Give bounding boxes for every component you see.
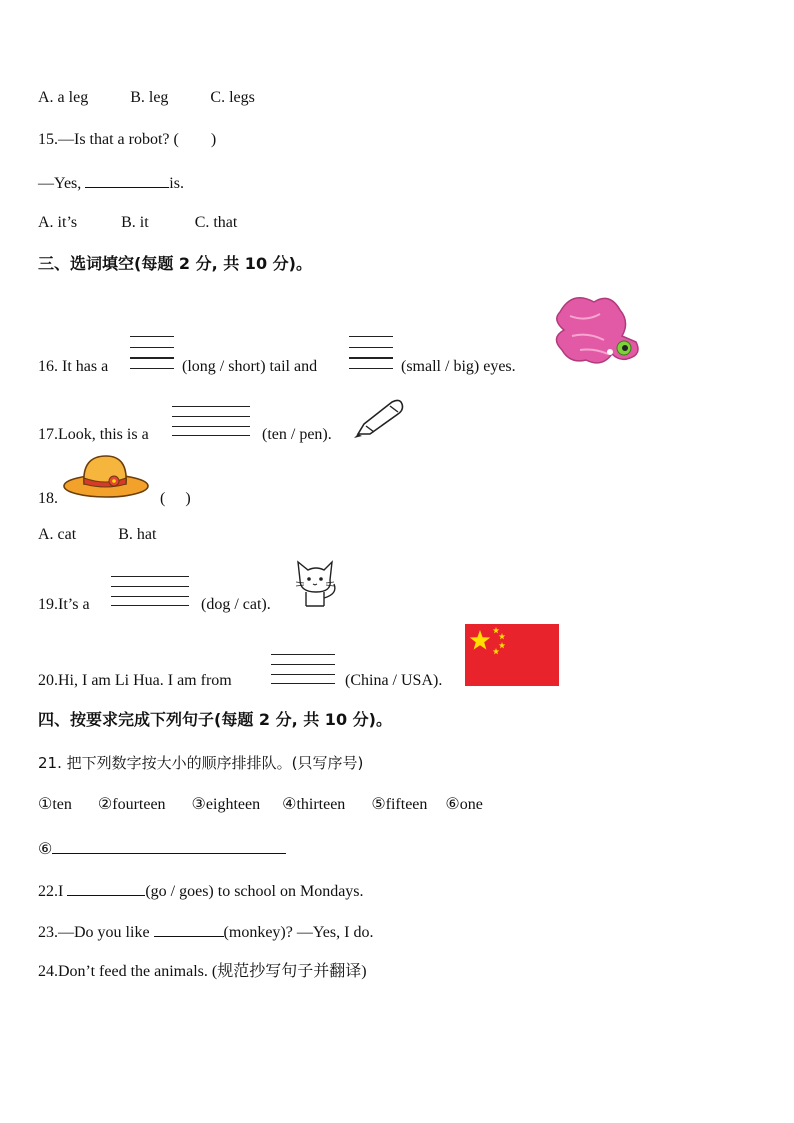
q20-blank[interactable] xyxy=(271,654,335,684)
q16-mid: (long / short) tail and xyxy=(182,358,318,375)
q16-blank-1[interactable] xyxy=(130,336,174,370)
q19-pre: 19.It’s a xyxy=(38,596,90,613)
q15-options xyxy=(38,213,237,233)
q15-blank[interactable] xyxy=(85,171,169,188)
q17-post: (ten / pen). xyxy=(262,426,332,443)
q21-item-6: ⑥one xyxy=(445,796,483,813)
q18-answer-paren[interactable]: ( ) xyxy=(160,490,191,507)
q22-sentence xyxy=(38,879,364,902)
q17-pre: 17.Look, this is a xyxy=(38,426,149,443)
q21-item-3: ③eighteen xyxy=(191,796,261,813)
q15-option-b: B. it xyxy=(121,214,149,231)
q17-blank[interactable] xyxy=(172,406,250,436)
q18-options xyxy=(38,525,156,545)
q15-option-c: C. that xyxy=(194,214,238,231)
q18-option-b: B. hat xyxy=(118,526,157,543)
cat-icon xyxy=(292,558,340,608)
q16-post: (small / big) eyes. xyxy=(401,358,516,375)
q22-post: (go / goes) to school on Mondays. xyxy=(145,883,364,900)
q21-item-1: ①ten xyxy=(38,796,72,813)
q21-items xyxy=(38,795,483,815)
q15-answer-pre: —Yes, xyxy=(38,175,86,192)
q21-item-4: ④thirteen xyxy=(282,796,346,813)
q21-blank[interactable] xyxy=(52,837,286,854)
hat-icon xyxy=(62,452,150,500)
section-4-heading: 四、按要求完成下列句子(每题 2 分, 共 10 分)。 xyxy=(38,710,392,729)
section-3-heading: 三、选词填空(每题 2 分, 共 10 分)。 xyxy=(38,254,312,273)
q14-option-a: A. a leg xyxy=(38,89,89,106)
q15-option-a: A. it’s xyxy=(38,214,78,231)
q21-instruction: 21. 把下列数字按大小的顺序排排队。(只写序号) xyxy=(38,754,364,772)
q14-options xyxy=(38,88,255,108)
q14-option-b: B. leg xyxy=(130,89,169,106)
q15-question: 15.—Is that a robot? ( ) xyxy=(38,131,217,148)
q18-option-a: A. cat xyxy=(38,526,77,543)
q16-blank-2[interactable] xyxy=(349,336,393,370)
q20-pre: 20.Hi, I am Li Hua. I am from xyxy=(38,672,232,689)
q21-item-5: ⑤fifteen xyxy=(371,796,428,813)
q23-sentence xyxy=(38,920,373,943)
q23-pre: 23.—Do you like xyxy=(38,924,154,941)
q15-answer-line xyxy=(38,171,184,194)
q18-number: 18. xyxy=(38,490,58,507)
goldfish-icon xyxy=(550,292,646,370)
q19-blank[interactable] xyxy=(111,576,189,606)
pen-icon xyxy=(352,396,406,440)
q23-post: (monkey)? —Yes, I do. xyxy=(223,924,374,941)
q21-answer-start: ⑥ xyxy=(38,841,53,858)
q22-pre: 22.I xyxy=(38,883,68,900)
q21-item-2: ②fourteen xyxy=(97,796,166,813)
q19-post: (dog / cat). xyxy=(201,596,271,613)
q23-blank[interactable] xyxy=(154,920,224,937)
china-flag-icon xyxy=(465,624,559,686)
q24-instruction: 24.Don’t feed the animals. (规范抄写句子并翻译) xyxy=(38,963,367,980)
q21-answer-line xyxy=(38,837,286,860)
q15-answer-post: is. xyxy=(169,175,184,192)
q16-pre: 16. It has a xyxy=(38,358,109,375)
q14-option-c: C. legs xyxy=(210,89,255,106)
q22-blank[interactable] xyxy=(67,879,145,896)
q20-post: (China / USA). xyxy=(345,672,443,689)
